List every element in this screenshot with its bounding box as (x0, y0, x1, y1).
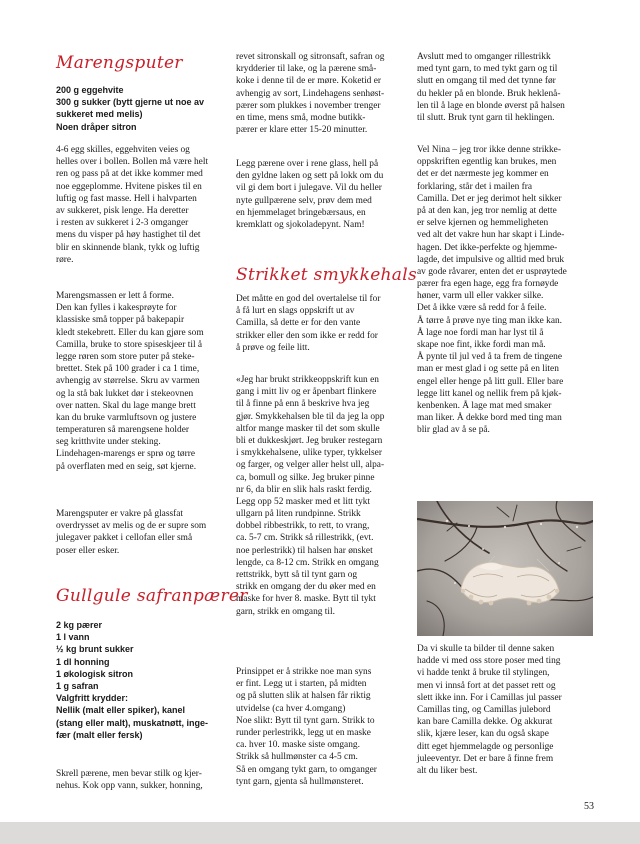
text-line: Å lage noe fordi man har lyst til å (417, 327, 544, 338)
text-line: Prinsippet er å strikke noe man syns (236, 667, 372, 677)
text-line: Lindehagen-marengs er sprø og tørre (56, 449, 196, 460)
text-line: Den kan fylles i kakesprøyte for (56, 303, 177, 314)
heading-safranpaerer: Gullgule safranpærer (56, 586, 248, 606)
text-line: julegaver pakket i cellofan eller små (56, 533, 193, 544)
text-line: legge litt kanel og nellik frem på kjøk- (417, 388, 562, 399)
text-line: men vi innså fort at det passet rett og (417, 680, 556, 691)
text-line: 1 g safran (56, 680, 99, 691)
text-line: Å pynte til jul ved å ta frem de tingene (417, 352, 563, 363)
text-line: Marengsputer er vakre på glassfat (56, 509, 184, 519)
text-line: pærer som plukkes i november trenger (236, 100, 381, 111)
text-line: og la stå bak lukket dør i stekeovnen (56, 388, 194, 399)
text-line: Avslutt med to omganger rillestrikk (417, 52, 551, 62)
text-line: 200 g eggehvite (56, 85, 124, 95)
text-line: ditt eget hjemmelagde og personlige (417, 741, 554, 752)
text-line: ullgarn på liten rundpinne. Strikk (236, 509, 361, 520)
text-line: en time, mens små, modne butikk- (236, 112, 366, 123)
heading-strikket-smykkehals: Strikket smykkehals (236, 265, 417, 285)
heading-marengsputer: Marengsputer (56, 53, 183, 73)
text-line: av gode råvarer, enten det er usprøytede (417, 266, 567, 277)
text-line: skape noe fint, ikke fordi man må. (417, 340, 546, 350)
text-line: Valgfritt krydder: (56, 693, 129, 704)
text-line: 4-6 egg skilles, eggehviten veies og (56, 145, 190, 155)
text-line: engel eller henge på litt gull. Eller bare (417, 376, 564, 387)
text-line: på at den kan, jeg tror nemlig at dette (417, 205, 557, 216)
text-line: ½ kg brunt sukker (56, 644, 134, 655)
text-line: runder perlestrikk, legg ut en maske (236, 727, 371, 738)
text-line: høner, varm ull eller vakker silke. (417, 291, 544, 302)
text-line: alt du liker best. (417, 765, 478, 776)
text-line: i resten av sukkeret i 2-3 omganger (56, 218, 189, 229)
text-line: hagen. Det ikke-perfekte og hjemme- (417, 242, 558, 253)
text-line: Skrell pærene, men bevar stilk og kjer- (56, 769, 202, 779)
text-line: klassiske små topper på bakepapir (56, 315, 185, 326)
text-line: vi hadde tenkt å bruke til stylingen, (417, 668, 550, 679)
text-line: revet sitronskall og sitronsaft, safran og (236, 52, 385, 62)
text-line: Strikk så hullmønster ca 4-5 cm. (236, 752, 358, 763)
text-line: bli et dukkeskjørt. Jeg bruker restegarn (236, 435, 383, 446)
text-line: dobbel ribbestrikk, to rett, to vrang, (236, 521, 370, 532)
paragraph-meringue-baking (56, 290, 220, 473)
text-line: 1 dl honning (56, 656, 110, 667)
text-line: blir glad av å se på. (417, 425, 490, 436)
text-line: av sukkeret, pisk lenge. Ha deretter (56, 205, 189, 216)
text-line: en hjemmelaget bringebærsaus, en (236, 207, 366, 218)
text-line: vil gi dem bort i julegave. Vil du heller (236, 183, 382, 194)
text-line: gjør. Smykkehalsen ble til da jeg la opp (236, 411, 385, 422)
text-line: maske for hver 8. maske. Bytt til tykt (236, 594, 376, 605)
text-line: mens du visper på høy hastighet til det (56, 230, 201, 241)
text-line: gang i mitt liv og er åpenbart flinkere (236, 387, 377, 398)
paragraph-pear-cooking (236, 51, 400, 136)
text-line: Da vi skulle ta bilder til denne saken (417, 644, 555, 654)
text-line: Det måtte en god del overtalelse til for (236, 294, 381, 304)
text-line: tynt garn, gjenta så hullmønsteret. (236, 776, 364, 787)
text-line: er selve kjernen og hemmeligheten (417, 218, 549, 229)
text-line: med tynt garn, to med tykt garn og til (417, 64, 558, 75)
text-line: og på slutten slik at halsen får riktig (236, 691, 371, 702)
text-line: Det å ikke være så redd for å feile. (417, 303, 547, 314)
text-line: å prøve og feile litt. (236, 342, 310, 353)
text-line: Så en omgang tykt garn, to omganger (236, 764, 377, 775)
text-line: koke i denne til de er møre. Koketid er (236, 76, 382, 87)
text-line: man liker. Å dekke bord med ting man (417, 413, 562, 424)
text-line: forklaring, står det i mailen fra (417, 181, 533, 192)
text-line: legge røren som store puter på steke- (56, 351, 195, 362)
paragraph-pear-method (56, 768, 220, 792)
text-line: seg kritthvite under steking. (56, 437, 161, 448)
text-line: ca, bomull og silke. Jeg bruker pinne (236, 472, 375, 483)
text-line: avhengig av sort, Lindehagens senhøst- (236, 88, 385, 99)
text-line: Vel Nina – jeg tror ikke denne strikke- (417, 145, 561, 155)
text-line: ved alt det vakre hun har skapt i Linde- (417, 230, 565, 241)
text-line: kremklatt og sjokoladepynt. Nam! (236, 219, 365, 230)
text-line: garn, strikk en omgang til. (236, 606, 335, 617)
text-line: lengde, ca 8-12 cm. Strikk en omgang (236, 557, 379, 568)
text-line: noe eggeplomme. Hvitene piskes til en (56, 181, 202, 192)
text-line: hadde vi med oss store poser med ting (417, 656, 561, 667)
text-line: Å tørre å prøve nye ting man ikke kan. (417, 315, 563, 326)
paragraph-meringue-method (56, 144, 220, 266)
text-line: er fint. Legg ut i starten, på midten (236, 679, 367, 690)
text-line: til slutt. Bruk tynt garn til heklingen. (417, 112, 555, 123)
text-line: Noen dråper sitron (56, 121, 137, 132)
text-line: strikker eller den som ikke er redd for (236, 330, 378, 341)
text-line: altfor mange masker til det som skulle (236, 423, 380, 434)
paragraph-photoshoot (417, 643, 593, 777)
text-line: nyte gullpærene selv, prøv dem med (236, 195, 372, 206)
text-line: noe perlestrikk) til halsen har ønsket (236, 545, 373, 556)
text-line: det er det nærmeste jeg kommer en (417, 169, 549, 180)
paragraph-knit-principle (236, 666, 400, 788)
text-line: Nellik (malt eller spiker), kanel (56, 705, 186, 716)
text-line: rettstrikk, bytt så til tynt garn og (236, 570, 358, 580)
text-line: du hekler på en blonde. Bruk heklenå- (417, 88, 561, 99)
ingredients-safranpaerer (56, 619, 220, 741)
paragraph-knit-intro (236, 293, 400, 354)
page-number: 53 (584, 801, 594, 812)
text-line: krydderier til lake, og la pærene små- (236, 64, 377, 75)
text-line: 1 l vann (56, 632, 90, 643)
text-line: len til å lage en blonde øverst på halsen (417, 100, 565, 111)
text-line: lagde, det impulsive og alltid med bruk (417, 254, 565, 265)
text-line: juleeventyr. Det er bare å finne frem (417, 753, 554, 764)
text-line: den gyldne laken og sett på lokk om du (236, 171, 384, 182)
text-line: kenbenken. Å lage mat med smaker (417, 400, 552, 411)
text-line: Legg pærene over i rene glass, hell på (236, 159, 379, 169)
text-line: kan du bruke varmluftsovn og justere (56, 412, 197, 423)
text-line: nr 6, da blir en slik hals raskt ferdig. (236, 484, 372, 495)
text-line: overdrysset av melis og de er supre som (56, 521, 207, 532)
text-line: nehus. Kok opp vann, sukker, honning, (56, 781, 203, 792)
text-line: Camilla, så dette er for den vante (236, 318, 361, 329)
paragraph-pear-jars (236, 158, 400, 231)
text-line: pærer fra egen hage, egg fra fornøyde (417, 279, 559, 290)
text-line: pærer er klare etter 15-20 minutter. (236, 125, 368, 136)
paragraph-knit-quote (236, 374, 400, 618)
text-line: poser eller esker. (56, 545, 120, 556)
text-line: 1 økologisk sitron (56, 668, 134, 679)
text-line: kan bare Camilla dekke. Og akkurat (417, 717, 553, 728)
text-line: oppskriften egentlig kan brukes, men (417, 157, 557, 168)
text-line: avhengig av størrelse. Skru av varmen (56, 376, 200, 387)
photo-illustration (417, 501, 593, 636)
paragraph-knit-finish (417, 51, 593, 124)
text-line: (stang eller malt), muskatnøtt, inge- (56, 717, 209, 728)
text-line: Noe slikt: Bytt til tynt garn. Strikk to (236, 715, 375, 726)
text-line: på overflaten med en seig, søt kjerne. (56, 461, 197, 472)
text-line: og farger, og velger aller helst ull, alpa- (236, 460, 385, 471)
ingredients-marengsputer (56, 84, 220, 133)
text-line: Camilla, bruke to store spiseskjeer til å (56, 339, 203, 350)
text-line: Marengsmassen er lett å forme. (56, 291, 174, 301)
bottom-bar (0, 822, 640, 844)
text-line: Camilla. Det er jeg derimot helt sikker (417, 193, 562, 204)
text-line: 300 g sukker (bytt gjerne ut noe av (56, 97, 205, 108)
text-line: slett ikke inn. For i Camillas jul passer (417, 692, 562, 703)
text-line: over natten. Skal du lage mange brett (56, 400, 196, 411)
text-line: ca. hver 10. maske siste omgang. (236, 740, 360, 751)
text-line: utvidelse (ca hver 4.omgang) (236, 703, 346, 714)
text-line: strikk en omgang der du øker med en (236, 582, 376, 593)
text-line: ca. 5-7 cm. Strikk så rillestrikk, (evt. (236, 533, 374, 544)
photo-knitted-collar (417, 501, 593, 636)
text-line: luftig og fast masse. Hell i halvparten (56, 193, 197, 204)
text-line: Camillas ting, og Camillas julebord (417, 704, 551, 715)
text-line: blir en skinnende blank, tykk og luftig (56, 242, 200, 253)
text-line: temperaturen så marengsene holder (56, 425, 190, 436)
text-line: kledt stekebrett. Eller du kan gjøre som (56, 327, 204, 338)
text-line: man er mest glad i og sette på en liten (417, 364, 559, 375)
text-line: i smykkehalsene, ulike typer, tykkelser (236, 448, 382, 459)
text-line: helles over i bollen. Bollen må være helt (56, 157, 209, 168)
text-line: fær (malt eller fersk) (56, 729, 143, 740)
paragraph-letter (417, 144, 593, 437)
paragraph-meringue-serving (56, 508, 220, 557)
text-line: til å finne på enn å beskrive hva jeg (236, 399, 370, 410)
text-line: å få lurt en slags oppskrift ut av (236, 306, 355, 317)
text-line: ren og pass på at det ikke kommer med (56, 169, 203, 180)
text-line: Legg opp 52 masker med et litt tykt (236, 496, 371, 507)
text-line: 2 kg pærer (56, 620, 103, 630)
text-line: «Jeg har brukt strikkeoppskrift kun en (236, 375, 379, 385)
text-line: slutt en omgang til med det tynne før (417, 76, 556, 87)
text-line: røre. (56, 254, 74, 265)
text-line: brettet. Stek på 100 grader i ca 1 time, (56, 364, 200, 375)
text-line: sukkeret med melis) (56, 109, 143, 120)
text-line: slik, kjære leser, kan du også skape (417, 729, 549, 740)
